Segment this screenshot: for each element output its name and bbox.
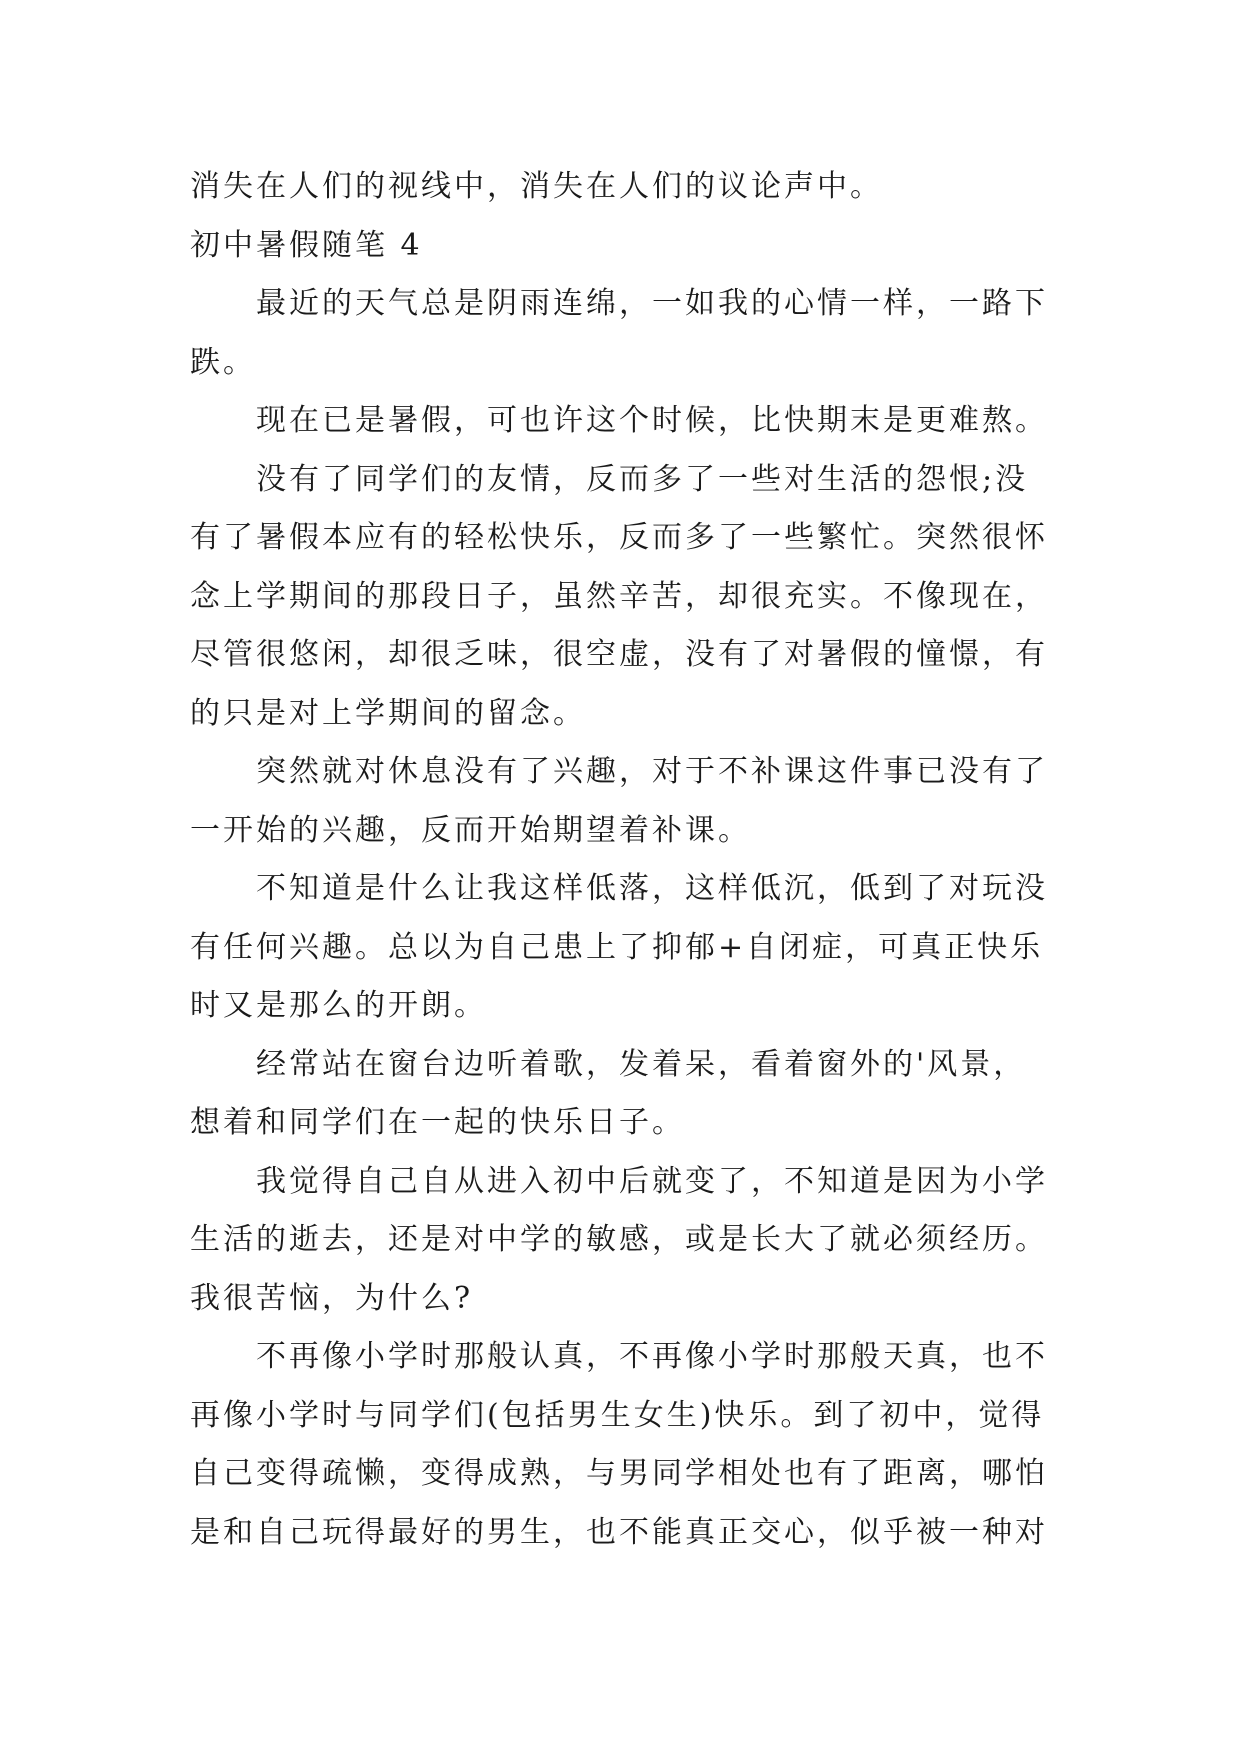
paragraph-line: 我很苦恼，为什么? (190, 1280, 474, 1316)
paragraph-line: 经常站在窗台边听着歌，发着呆，看着窗外的'风景， (256, 1046, 1027, 1082)
body-line: 消失在人们的视线中，消失在人们的议论声中。 (190, 169, 883, 204)
paragraph-line: 时又是那么的开朗。 (190, 988, 487, 1023)
section-title: 初中暑假随笔 4 (190, 227, 423, 263)
paragraph-line: 生活的逝去，还是对中学的敏感，或是长大了就必须经历。 (190, 1222, 1048, 1257)
paragraph-line: 再像小学时与同学们(包括男生女生)快乐。到了初中，觉得 (190, 1397, 1045, 1433)
paragraph-line: 自己变得疏懒，变得成熟，与男同学相处也有了距离，哪怕 (190, 1456, 1048, 1491)
paragraph-line: 最近的天气总是阴雨连绵，一如我的心情一样，一路下 (256, 286, 1048, 321)
paragraph-line: 一开始的兴趣，反而开始期望着补课。 (190, 812, 751, 848)
paragraph-line: 的只是对上学期间的留念。 (190, 695, 586, 731)
paragraph-line: 没有了同学们的友情，反而多了一些对生活的怨恨;没 (256, 461, 1029, 497)
paragraph-line: 有任何兴趣。总以为自己患上了抑郁+自闭症，可真正快乐 (190, 929, 1044, 965)
paragraph-line: 突然就对休息没有了兴趣，对于不补课这件事已没有了 (256, 754, 1048, 789)
paragraph-line: 是和自己玩得最好的男生，也不能真正交心，似乎被一种对 (190, 1514, 1048, 1550)
paragraph-line: 尽管很悠闲，却很乏味，很空虚，没有了对暑假的憧憬，有 (190, 637, 1048, 672)
paragraph-line: 不再像小学时那般认真，不再像小学时那般天真，也不 (256, 1339, 1048, 1374)
paragraph-line: 我觉得自己自从进入初中后就变了，不知道是因为小学 (256, 1163, 1048, 1199)
paragraph-line: 跌。 (190, 344, 256, 380)
paragraph-line: 念上学期间的那段日子，虽然辛苦，却很充实。不像现在， (190, 578, 1048, 614)
paragraph-line: 不知道是什么让我这样低落，这样低沉，低到了对玩没 (256, 871, 1048, 906)
document-body (190, 158, 1060, 1562)
paragraph-line: 想着和同学们在一起的快乐日子。 (190, 1105, 685, 1140)
paragraph-line: 现在已是暑假，可也许这个时候，比快期末是更难熬。 (256, 403, 1048, 438)
paragraph-line: 有了暑假本应有的轻松快乐，反而多了一些繁忙。突然很怀 (190, 520, 1048, 555)
